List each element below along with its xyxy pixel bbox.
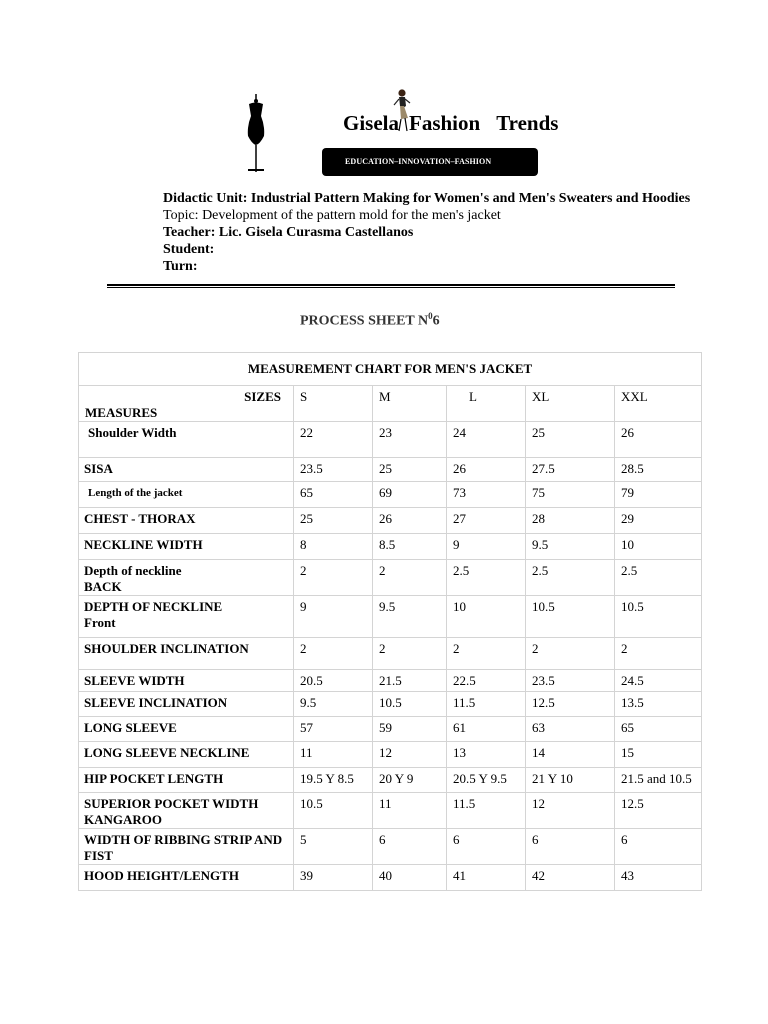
measure-value-cell: 59 bbox=[373, 717, 447, 742]
table-row bbox=[79, 670, 702, 692]
measure-value-cell: 43 bbox=[615, 865, 702, 891]
measure-value-cell: 73 bbox=[447, 482, 526, 508]
measure-value-cell: 6 bbox=[615, 829, 702, 865]
sizes-measures-header bbox=[79, 386, 294, 422]
measure-name: SHOULDER INCLINATION bbox=[84, 641, 249, 656]
measure-name-cell bbox=[79, 829, 294, 865]
measure-value-cell: 20 Y 9 bbox=[373, 768, 447, 793]
measure-name-cell bbox=[79, 865, 294, 891]
measure-value-cell: 65 bbox=[294, 482, 373, 508]
student: Student: bbox=[163, 242, 215, 257]
brand-word-3: Trends bbox=[496, 111, 559, 135]
measure-value-cell: 21.5 and 10.5 bbox=[615, 768, 702, 793]
measure-value-cell: 20.5 bbox=[294, 670, 373, 692]
info-block bbox=[163, 190, 690, 275]
chart-title: MEASUREMENT CHART FOR MEN'S JACKET bbox=[79, 353, 702, 386]
measure-value-cell: 19.5 Y 8.5 bbox=[294, 768, 373, 793]
measure-name-cell bbox=[79, 768, 294, 793]
measure-value-cell: 10.5 bbox=[526, 596, 615, 638]
sizes-header-row bbox=[79, 386, 702, 422]
measure-name-cell bbox=[79, 482, 294, 508]
measure-value-cell: 25 bbox=[526, 422, 615, 458]
measure-value-cell: 22 bbox=[294, 422, 373, 458]
measure-value-cell: 28 bbox=[526, 508, 615, 534]
process-sheet-label: PROCESS SHEET N bbox=[300, 313, 429, 329]
measure-value-cell: 12.5 bbox=[615, 793, 702, 829]
table-row bbox=[79, 768, 702, 793]
measure-value-cell: 10.5 bbox=[615, 596, 702, 638]
measure-value-cell: 21.5 bbox=[373, 670, 447, 692]
measure-value-cell: 2 bbox=[526, 638, 615, 670]
measure-value-cell: 23 bbox=[373, 422, 447, 458]
measure-name: NECKLINE WIDTH bbox=[84, 537, 203, 552]
measure-value-cell: 27.5 bbox=[526, 458, 615, 482]
table-row bbox=[79, 638, 702, 670]
teacher: Teacher: Lic. Gisela Curasma Castellanos bbox=[163, 225, 414, 240]
measure-value-cell: 2 bbox=[447, 638, 526, 670]
measure-value-cell: 2.5 bbox=[526, 560, 615, 596]
measure-value-cell: 57 bbox=[294, 717, 373, 742]
measure-name: CHEST - THORAX bbox=[84, 511, 196, 526]
table-row bbox=[79, 482, 702, 508]
brand-word-2: Fashion bbox=[409, 111, 481, 135]
fashion-figure-icon bbox=[391, 88, 413, 132]
table-row bbox=[79, 458, 702, 482]
measure-name: SLEEVE WIDTH bbox=[84, 673, 185, 688]
divider-thin bbox=[107, 287, 675, 288]
measure-value-cell: 11.5 bbox=[447, 793, 526, 829]
measure-value-cell: 8.5 bbox=[373, 534, 447, 560]
measure-value-cell: 40 bbox=[373, 865, 447, 891]
measure-name-cell bbox=[79, 638, 294, 670]
measure-value-cell: 2 bbox=[373, 560, 447, 596]
measure-name: SISA bbox=[84, 461, 113, 476]
measure-value-cell: 10.5 bbox=[373, 692, 447, 717]
measure-value-cell: 2.5 bbox=[615, 560, 702, 596]
measure-value-cell: 75 bbox=[526, 482, 615, 508]
measure-value-cell: 23.5 bbox=[294, 458, 373, 482]
tagline-banner: EDUCATION–INNOVATION–FASHION bbox=[322, 148, 538, 176]
measure-name: DEPTH OF NECKLINE bbox=[84, 599, 223, 614]
table-row bbox=[79, 508, 702, 534]
measure-name-cell bbox=[79, 534, 294, 560]
measure-value-cell: 26 bbox=[447, 458, 526, 482]
measure-value-cell: 25 bbox=[294, 508, 373, 534]
measure-value-cell: 9.5 bbox=[373, 596, 447, 638]
measure-name-cell bbox=[79, 596, 294, 638]
measure-value-cell: 42 bbox=[526, 865, 615, 891]
measure-name: HOOD HEIGHT/LENGTH bbox=[84, 868, 239, 883]
measure-name-cell bbox=[79, 793, 294, 829]
measure-name-cell bbox=[79, 717, 294, 742]
measure-value-cell: 8 bbox=[294, 534, 373, 560]
measure-value-cell: 61 bbox=[447, 717, 526, 742]
measure-value-cell: 26 bbox=[373, 508, 447, 534]
brand-word-1: Gisela bbox=[343, 111, 399, 135]
measure-value-cell: 29 bbox=[615, 508, 702, 534]
measure-value-cell: 25 bbox=[373, 458, 447, 482]
process-sheet-title bbox=[300, 311, 440, 330]
table-row bbox=[79, 742, 702, 768]
measure-name: LONG SLEEVE bbox=[84, 720, 177, 735]
measure-name-cell bbox=[79, 560, 294, 596]
measure-value-cell: 9.5 bbox=[526, 534, 615, 560]
measure-name-cell bbox=[79, 692, 294, 717]
measure-value-cell: 10.5 bbox=[294, 793, 373, 829]
measure-value-cell: 22.5 bbox=[447, 670, 526, 692]
measure-name-line2: KANGAROO bbox=[84, 812, 162, 827]
measure-value-cell: 79 bbox=[615, 482, 702, 508]
measure-value-cell: 10 bbox=[447, 596, 526, 638]
measure-name: SUPERIOR POCKET WIDTH bbox=[84, 796, 259, 811]
size-header-xxl: XXL bbox=[615, 386, 702, 422]
measure-value-cell: 15 bbox=[615, 742, 702, 768]
measure-value-cell: 6 bbox=[373, 829, 447, 865]
measure-value-cell: 14 bbox=[526, 742, 615, 768]
table-row bbox=[79, 596, 702, 638]
measure-value-cell: 41 bbox=[447, 865, 526, 891]
divider-thick bbox=[107, 284, 675, 286]
table-row bbox=[79, 865, 702, 891]
table-row bbox=[79, 829, 702, 865]
size-header-m: M bbox=[373, 386, 447, 422]
measure-value-cell: 26 bbox=[615, 422, 702, 458]
process-sheet-sup: 0 bbox=[428, 311, 433, 321]
table-row bbox=[79, 793, 702, 829]
table-row bbox=[79, 717, 702, 742]
table-row bbox=[79, 534, 702, 560]
measure-value-cell: 21 Y 10 bbox=[526, 768, 615, 793]
measure-value-cell: 2 bbox=[615, 638, 702, 670]
measure-value-cell: 10 bbox=[615, 534, 702, 560]
measure-value-cell: 5 bbox=[294, 829, 373, 865]
table-row bbox=[79, 560, 702, 596]
measure-value-cell: 24 bbox=[447, 422, 526, 458]
measure-name: SLEEVE INCLINATION bbox=[84, 695, 228, 710]
size-header-l: L bbox=[447, 386, 526, 422]
measure-name-cell bbox=[79, 670, 294, 692]
measure-value-cell: 11 bbox=[373, 793, 447, 829]
measure-name: Depth of neckline bbox=[84, 563, 182, 578]
measure-name: Shoulder Width bbox=[88, 425, 177, 440]
measure-name-cell bbox=[79, 742, 294, 768]
measure-value-cell: 65 bbox=[615, 717, 702, 742]
brand-title bbox=[343, 111, 558, 136]
process-sheet-number: 6 bbox=[432, 313, 440, 329]
size-header-xl: XL bbox=[526, 386, 615, 422]
measure-value-cell: 9 bbox=[294, 596, 373, 638]
measure-value-cell: 2.5 bbox=[447, 560, 526, 596]
measure-name: LONG SLEEVE NECKLINE bbox=[84, 745, 250, 760]
turn: Turn: bbox=[163, 259, 198, 274]
measure-name-line2: BACK bbox=[84, 579, 122, 594]
measure-name: HIP POCKET LENGTH bbox=[84, 771, 224, 786]
measure-value-cell: 12 bbox=[373, 742, 447, 768]
measure-value-cell: 11 bbox=[294, 742, 373, 768]
measure-value-cell: 11.5 bbox=[447, 692, 526, 717]
measure-value-cell: 28.5 bbox=[615, 458, 702, 482]
measure-value-cell: 2 bbox=[373, 638, 447, 670]
measure-value-cell: 39 bbox=[294, 865, 373, 891]
measure-value-cell: 13.5 bbox=[615, 692, 702, 717]
measurement-chart bbox=[78, 352, 702, 891]
measure-value-cell: 24.5 bbox=[615, 670, 702, 692]
measure-name-cell bbox=[79, 422, 294, 458]
measure-value-cell: 69 bbox=[373, 482, 447, 508]
measure-value-cell: 20.5 Y 9.5 bbox=[447, 768, 526, 793]
measure-value-cell: 9.5 bbox=[294, 692, 373, 717]
measure-value-cell: 9 bbox=[447, 534, 526, 560]
measure-value-cell: 23.5 bbox=[526, 670, 615, 692]
measure-value-cell: 12.5 bbox=[526, 692, 615, 717]
measure-value-cell: 6 bbox=[526, 829, 615, 865]
measure-value-cell: 12 bbox=[526, 793, 615, 829]
measures-label: MEASURES bbox=[85, 405, 158, 420]
measure-value-cell: 63 bbox=[526, 717, 615, 742]
topic: Topic: Development of the pattern mold for the men's jacket bbox=[163, 208, 501, 223]
measure-name-cell bbox=[79, 458, 294, 482]
measure-value-cell: 2 bbox=[294, 638, 373, 670]
size-header-s: S bbox=[294, 386, 373, 422]
measure-name: WIDTH OF RIBBING STRIP AND bbox=[84, 832, 283, 847]
measure-value-cell: 13 bbox=[447, 742, 526, 768]
sizes-label: SIZES bbox=[244, 389, 281, 404]
table-row bbox=[79, 692, 702, 717]
measure-value-cell: 6 bbox=[447, 829, 526, 865]
mannequin-icon bbox=[240, 94, 272, 174]
measure-name-cell bbox=[79, 508, 294, 534]
didactic-unit: Didactic Unit: Industrial Pattern Making for Women's and Men's Sweaters and Hoodies bbox=[163, 191, 691, 206]
measure-name-line2: FIST bbox=[84, 848, 113, 863]
measure-value-cell: 2 bbox=[294, 560, 373, 596]
measure-name: Length of the jacket bbox=[88, 487, 183, 499]
measure-value-cell: 27 bbox=[447, 508, 526, 534]
table-row bbox=[79, 422, 702, 458]
measure-name-line2: Front bbox=[84, 615, 116, 630]
